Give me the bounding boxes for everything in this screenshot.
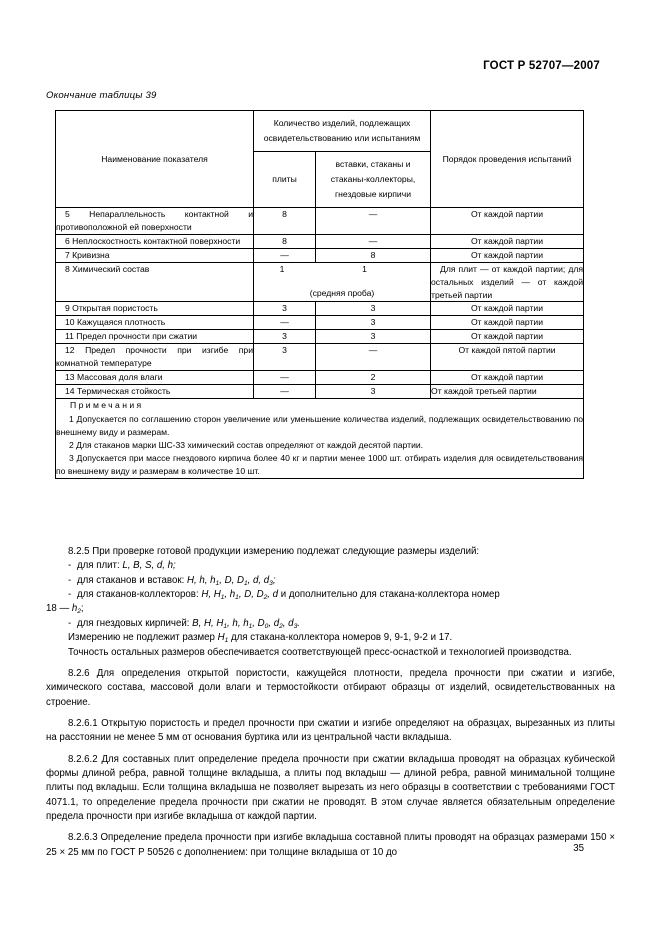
cell-inserts-count: —	[316, 208, 431, 235]
no-measure-dim	[218, 632, 229, 643]
dims-part: .	[297, 617, 300, 629]
table-row	[56, 384, 584, 398]
dims-part: , D	[252, 617, 265, 629]
paragraph-8-2-6-1: 8.2.6.1 Открытую пористость и предел прочности при сжатии и изгибе определяют на образцах, вырезанных из плиты на расстоянии не менее 5 мм от основания буртика или из центральной части вкладыша.	[46, 717, 615, 744]
cell-indicator-name: 12 Предел прочности при изгибе при комнатной температуре	[56, 344, 254, 371]
dims-part: h	[71, 603, 78, 615]
dims-part: , D, D	[219, 574, 244, 586]
dash-marker: -	[68, 560, 72, 572]
dims-part: , h	[224, 589, 236, 601]
table-39	[55, 110, 584, 479]
cell-indicator-name: 13 Массовая доля влаги	[56, 370, 254, 384]
cell-inserts-count: 3	[316, 384, 431, 398]
note-item: 2 Для стаканов марки ШС-33 химический состав определяют от каждой десятой партии.	[69, 439, 424, 450]
cell-indicator-name: 5 Непараллельность контактной и противоположной ей поверхности	[56, 208, 254, 235]
line-18-end: ;	[80, 603, 84, 615]
subscript: 1	[223, 622, 228, 630]
cell-plity-count: —	[254, 370, 316, 384]
table-row	[56, 208, 584, 235]
cell-test-order: От каждой партии	[431, 370, 584, 384]
subscript: 3	[293, 622, 298, 630]
table-header-row-1	[56, 111, 584, 152]
label-plity: для плит:	[77, 560, 123, 572]
subscript: 0	[264, 622, 269, 630]
dims-part: , d	[268, 617, 280, 629]
cell-test-order: От каждой партии	[431, 316, 584, 330]
list-item-text	[68, 588, 615, 602]
table-row	[56, 262, 584, 302]
header-cell-order: Порядок проведения испытаний	[431, 111, 584, 208]
cell-indicator-name: 10 Кажущаяся плотность	[56, 316, 254, 330]
dims-plity: L, B, S, d, h;	[122, 560, 176, 572]
cell-test-order: От каждой партии	[431, 248, 584, 262]
cell-plity-count: —	[254, 248, 316, 262]
table-row	[56, 234, 584, 248]
list-item-text	[68, 574, 615, 588]
subscript: 1	[243, 579, 248, 587]
table-row	[56, 330, 584, 344]
cell-indicator-name: 6 Неплоскостность контактной поверхности	[56, 234, 254, 248]
page-number: 35	[573, 843, 584, 854]
table-caption: Окончание таблицы 39	[46, 90, 157, 101]
header-cell-quantity-group: Количество изделий, подлежащих освидетельствованию или испытаниям	[254, 111, 431, 152]
cell-indicator-name: 9 Открытая пористость	[56, 302, 254, 316]
cell-inserts-count: 2	[316, 370, 431, 384]
header-cell-inserts: вставки, стаканы и стаканы-коллекторы, гнездовые кирпичи	[316, 152, 431, 208]
dash-marker: -	[68, 589, 72, 601]
line-collector-18	[46, 602, 615, 616]
no-measure-suffix: для стакана-коллектора номеров 9, 9-1, 9-2 и 17.	[228, 632, 453, 644]
subscript: 2	[279, 622, 283, 630]
table-row	[56, 248, 584, 262]
dims-part: H	[217, 632, 225, 644]
no-measure-prefix: Измерению не подлежит размер	[68, 632, 218, 644]
cell-plity-count: 3	[254, 302, 316, 316]
dash-marker: -	[68, 617, 72, 629]
cell-inserts-count: 8	[316, 248, 431, 262]
paragraph-accuracy: Точность остальных размеров обеспечивается соответствующей пресс-оснасткой и технологией производства.	[68, 646, 572, 658]
cell-test-order: От каждой партии	[431, 330, 584, 344]
table-row	[56, 370, 584, 384]
dims-part: B, H, H	[192, 617, 224, 629]
line-18-dim	[72, 603, 81, 614]
cell-inserts-count: 3	[316, 330, 431, 344]
subscript: 3	[269, 579, 273, 587]
list-item-collectors	[46, 588, 615, 602]
cell-inserts-count: 3	[316, 316, 431, 330]
dims-part: H, H	[201, 589, 221, 601]
dims-part: , d	[282, 617, 294, 629]
cell-inserts-count: —	[316, 234, 431, 248]
cell-inserts-count: 1	[362, 263, 367, 274]
subscript: 1	[235, 594, 239, 602]
table-row	[56, 344, 584, 371]
table-notes	[56, 398, 584, 478]
list-item-text	[68, 617, 615, 631]
note-item: 3 Допускается при массе гнездового кирпича более 40 кг и партии менее 1000 шт. отбирать изделия для освидетельствования по внешнему виду и размерам в количестве 10 шт.	[56, 452, 584, 476]
cell-plity-count: 8	[254, 208, 316, 235]
cell-inserts-count: 3	[316, 302, 431, 316]
cell-inserts-count: —	[316, 344, 431, 371]
paragraph-8-2-6-2: 8.2.6.2 Для составных плит определение предела прочности при сжатии вкладыша проводят на образцах кубической формы длиной ребра, равной толщине вкладыша, а плиты под вкладыш — длиной ребра, равной минимальной толщине плиты под вкладыш. Если толщина вкладыша не позволяет вырезать из него образцы в соответствии с требованиями ГОСТ 4071.1, то определение предела прочности при сжатии не проводят. В этом случае является обязательным определение предела прочности при изгибе вкладыша от каждой партии.	[46, 753, 615, 823]
list-item-stakany	[46, 574, 615, 588]
cell-test-order: От каждой пятой партии	[431, 344, 584, 371]
cell-plity-count: —	[254, 384, 316, 398]
standard-header: ГОСТ Р 52707—2007	[483, 60, 600, 72]
list-item-text	[68, 559, 615, 573]
body-text	[46, 545, 615, 860]
cell-indicator-name: 14 Термическая стойкость	[56, 384, 254, 398]
subscript: 2	[263, 594, 268, 602]
cell-test-order: Для плит — от каждой партии; для остальных изделий — от каждой третьей партии	[431, 262, 584, 302]
table-39-container	[55, 110, 583, 479]
paragraph-8-2-5: 8.2.5 При проверке готовой продукции измерению подлежат следующие размеры изделий:	[68, 546, 480, 557]
table-row	[56, 316, 584, 330]
dims-collectors	[201, 589, 278, 600]
cell-test-order: От каждой третьей партии	[431, 384, 584, 398]
cell-test-order: От каждой партии	[431, 302, 584, 316]
subscript: 1	[215, 579, 220, 587]
subscript: 1	[220, 594, 225, 602]
dims-part: , d	[267, 589, 279, 601]
cell-plity-count: 8	[254, 234, 316, 248]
table-body	[56, 208, 584, 479]
notes-title: Примечания	[70, 399, 144, 410]
line-18-prefix: 18 —	[46, 603, 72, 615]
cell-plity-count: 3	[254, 344, 316, 371]
subscript: 1	[248, 622, 253, 630]
dims-part: , d, d	[247, 574, 270, 586]
cell-plity-count: —	[254, 316, 316, 330]
cell-indicator-name: 8 Химический состав	[56, 262, 254, 302]
dims-part: , D, D	[238, 589, 264, 601]
list-item-plity	[46, 559, 615, 573]
paragraph-8-2-6-3: 8.2.6.3 Определение предела прочности при изгибе вкладыша составной плиты проводят на образцах размерами 150 × 25 × 25 мм по ГОСТ Р 50526 с дополнением: при толщине вкладыша от 10 до	[46, 832, 615, 858]
cell-indicator-name: 7 Кривизна	[56, 248, 254, 262]
table-row	[56, 302, 584, 316]
cell-test-order: От каждой партии	[431, 208, 584, 235]
cell-plity-count: 3	[254, 330, 316, 344]
subscript: 1	[224, 637, 229, 645]
dims-part: , h, h	[227, 617, 249, 629]
cell-chemical-counts	[254, 262, 431, 302]
dims-nest-bricks	[192, 618, 300, 629]
label-nest-bricks: для гнездовых кирпичей:	[77, 617, 193, 629]
label-collectors: для стаканов-коллекторов:	[77, 589, 202, 601]
paragraph-8-2-6: 8.2.6 Для определения открытой пористости, кажущейся плотности, предела прочности при сжатии и изгибе, химического состава, массовой доли влаги и термостойкости отбирают образцы от изделий, освидетельствованных на строение.	[46, 667, 615, 708]
subscript: 2	[77, 608, 81, 616]
list-item-nest-bricks	[46, 617, 615, 631]
cell-average-sample-note: (средняя проба)	[309, 287, 375, 298]
paragraph-no-measure	[46, 631, 615, 645]
dims-part: ;	[272, 574, 276, 586]
table-notes-row	[56, 398, 584, 478]
cell-indicator-name: 11 Предел прочности при сжатии	[56, 330, 254, 344]
collectors-tail: и дополнительно для стакана-коллектора номер	[278, 589, 500, 601]
table-header	[56, 111, 584, 208]
dash-marker: -	[68, 574, 72, 586]
note-item: 1 Допускается по соглашению сторон увеличение или уменьшение количества изделий, подлежащих освидетельствованию по внешнему виду и размерам.	[56, 413, 584, 437]
dims-stakany	[187, 575, 276, 586]
cell-test-order: От каждой партии	[431, 234, 584, 248]
header-cell-name: Наименование показателя	[56, 111, 254, 208]
dims-part: H, h, h	[186, 574, 216, 586]
header-cell-plity: плиты	[254, 152, 316, 208]
label-stakany: для стаканов и вставок:	[77, 574, 187, 586]
cell-plity-count: 1	[279, 263, 285, 274]
